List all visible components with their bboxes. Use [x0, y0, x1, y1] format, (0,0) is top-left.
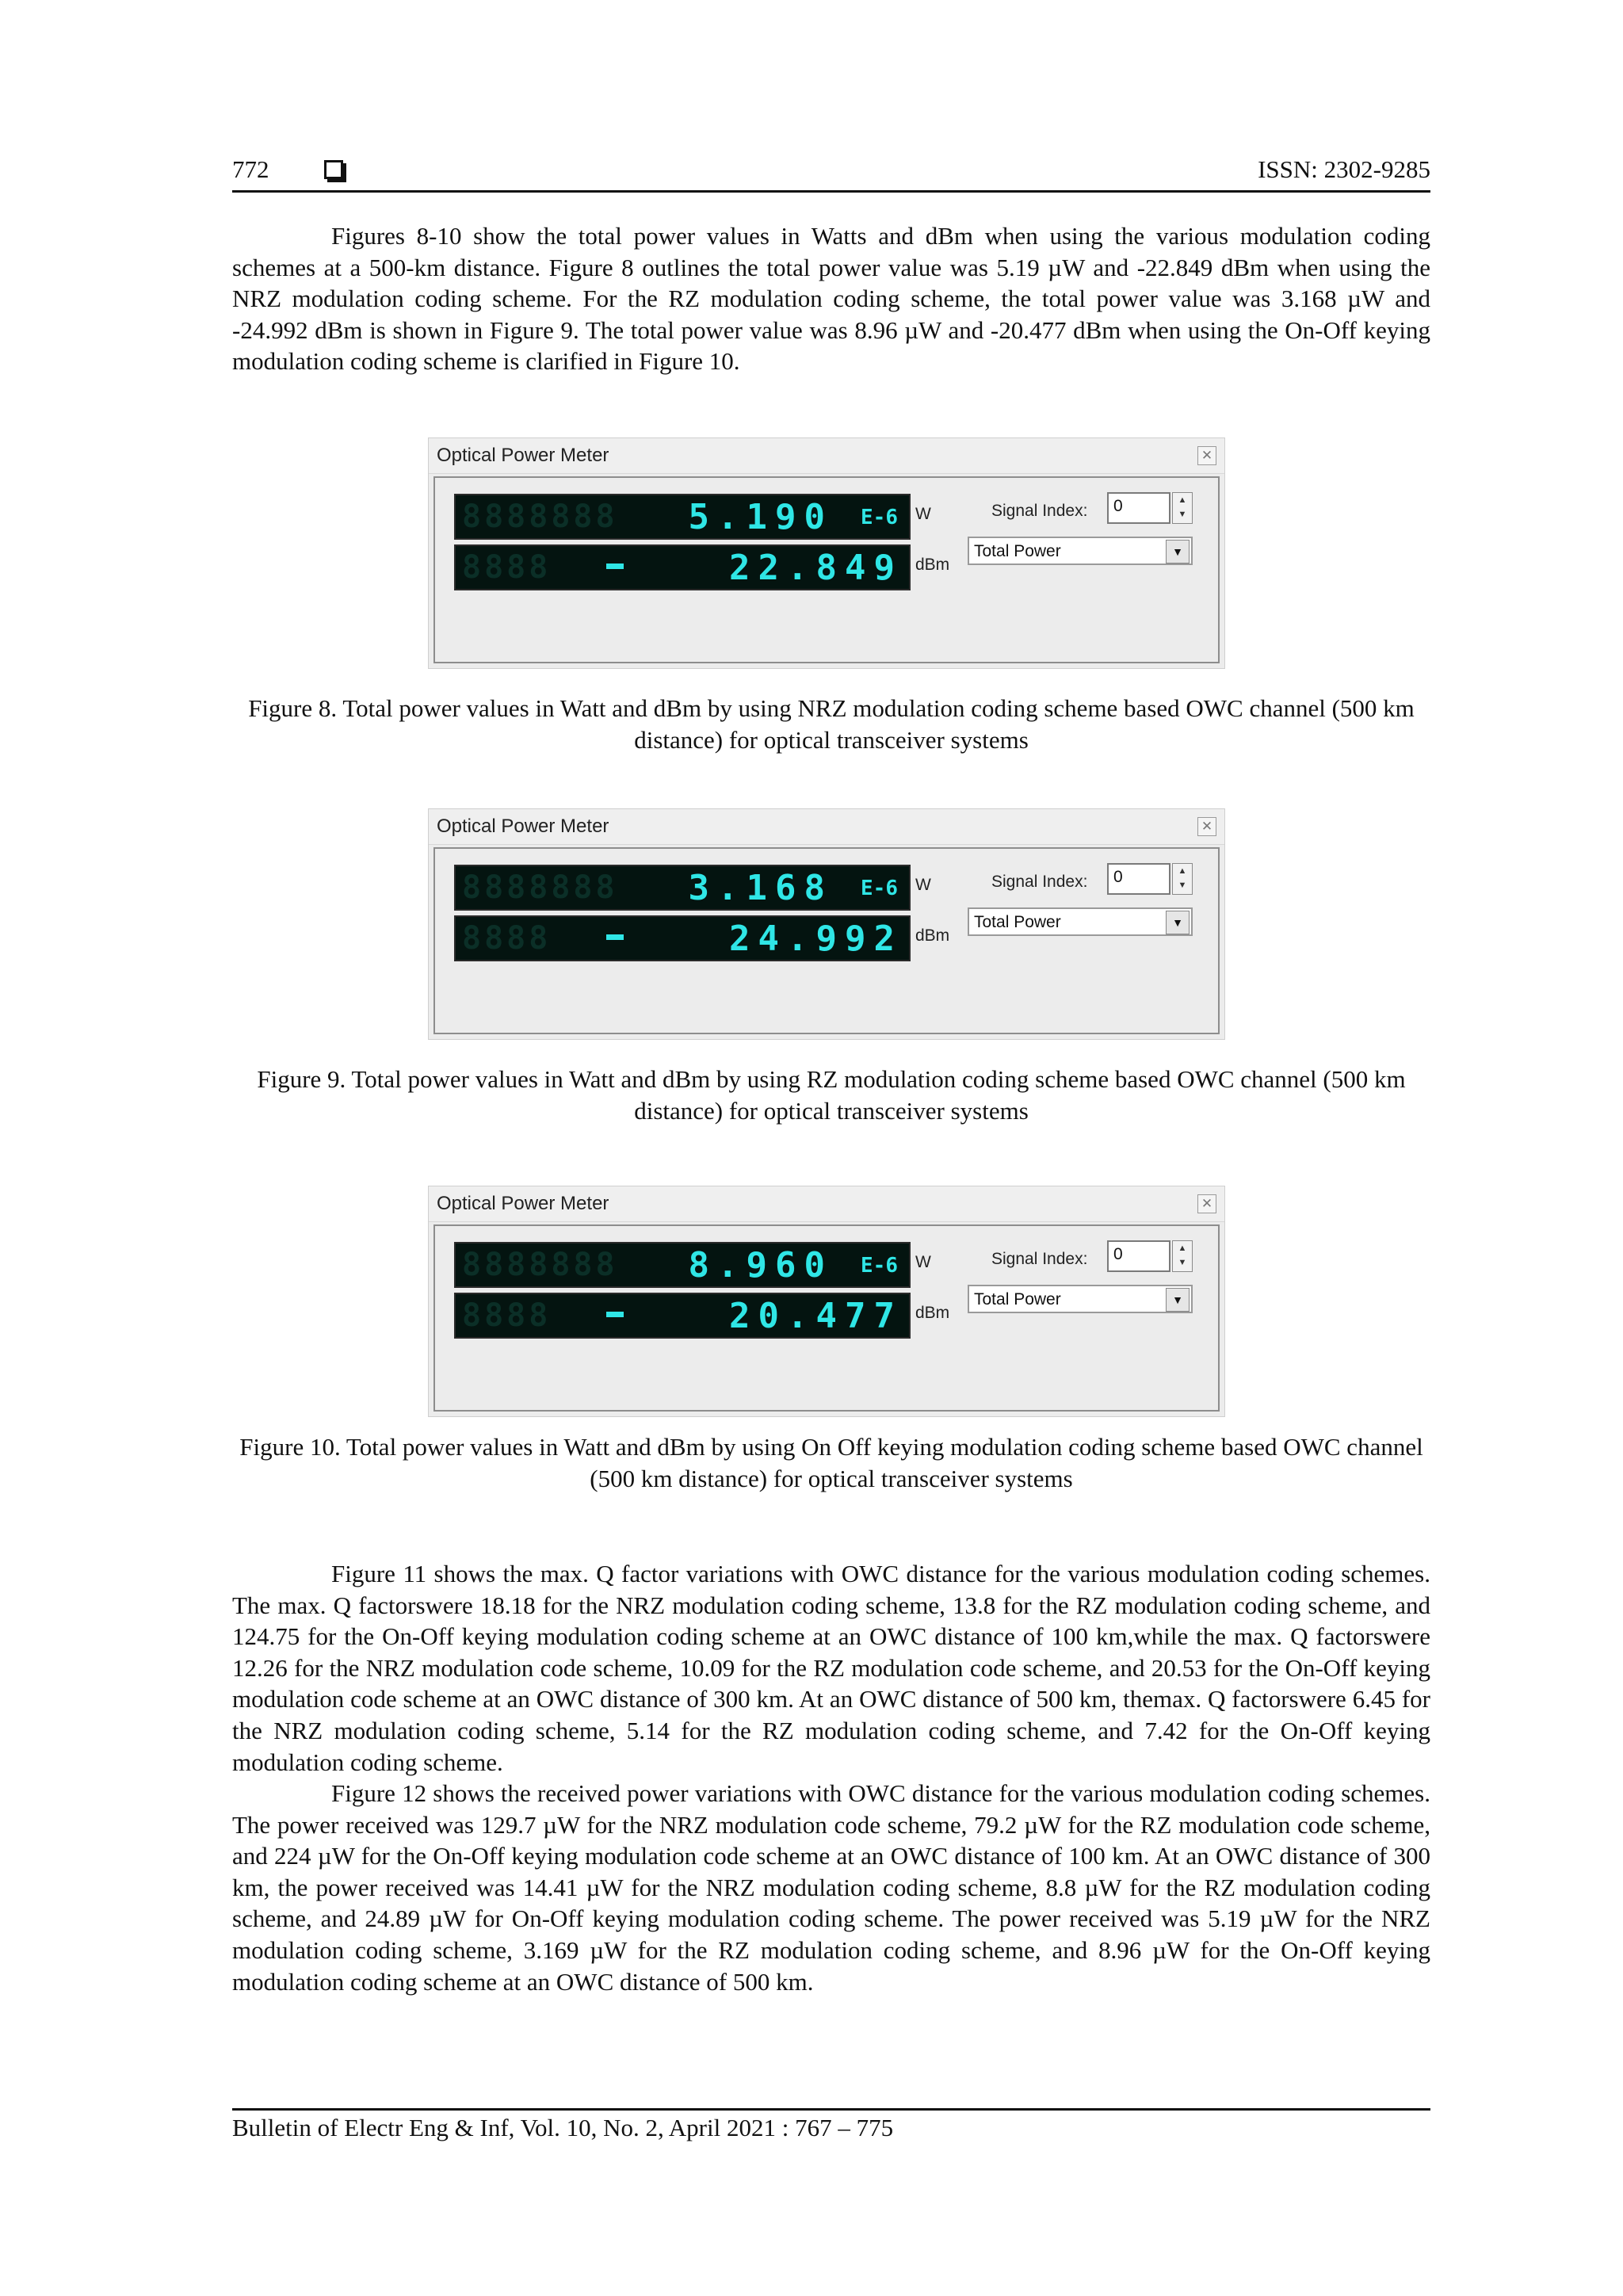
figure-9-caption: Figure 9. Total power values in Watt and dBm by using RZ modulation coding scheme based OWC channel (500 km distance) for optical transceiver systems — [257, 1065, 1406, 1125]
signal-index-label: Signal Index: — [991, 502, 1088, 520]
exponent: E-6 — [861, 1254, 898, 1278]
signal-index-label: Signal Index: — [991, 873, 1088, 891]
watt-unit: W — [915, 505, 931, 523]
paragraph-3: Figure 12 shows the received power variations with OWC distance for the various modulation coding schemes. The power received was 129.7 µW for the NRZ modulation code scheme, 79.2 µW for the RZ modulation code scheme, and 224 µW for the On-Off keying modulation code scheme at an OWC distance of 100 km. At an OWC distance of 300 km, the power received was 14.41 µW for the NRZ modulation coding scheme, 8.8 µW for the RZ modulation coding scheme, and 24.89 µW for On-Off keying modulation coding scheme. The power received was 5.19 µW for the NRZ modulation coding scheme, 3.169 µW for the RZ modulation coding scheme, and 8.96 µW for the On-Off keying modulation coding scheme at an OWC distance of 500 km. — [232, 1779, 1430, 1996]
signal-index-spinner[interactable]: ▲ ▼ — [1172, 1240, 1193, 1272]
titlebar — [429, 809, 1224, 845]
paragraph-1: Figures 8-10 show the total power values in Watts and dBm when using the various modulation coding schemes at a 500-km distance. Figure 8 outlines the total power value was 5.19 µW and -22.849 dBm when using the NRZ modulation coding scheme. For the RZ modulation coding scheme, the total power value was 3.168 µW and -24.992 dBm is shown in Figure 9. The total power value was 8.96 µW and -20.477 dBm when using the On-Off keying modulation coding scheme is clarified in Figure 10. — [232, 222, 1430, 376]
checkbox-square-icon — [324, 160, 343, 179]
chevron-down-icon[interactable]: ▼ — [1166, 1288, 1190, 1312]
chevron-down-icon[interactable]: ▼ — [1166, 540, 1190, 563]
dbm-unit: dBm — [915, 926, 950, 945]
minus-sign — [606, 1312, 624, 1317]
watt-unit: W — [915, 876, 931, 894]
watt-display: 8888888 8.960 E-6 — [454, 1242, 911, 1288]
exponent: E-6 — [861, 877, 898, 900]
select-value: Total Power — [974, 913, 1061, 931]
dbm-value: 22.849 — [729, 548, 903, 588]
dbm-display: 8888 22.849 — [454, 544, 911, 590]
watt-unit: W — [915, 1253, 931, 1271]
page-footer: Bulletin of Electr Eng & Inf, Vol. 10, No. 2, April 2021 : 767 – 775 — [232, 2108, 1430, 2142]
exponent: E-6 — [861, 506, 898, 529]
watt-display: 8888888 5.190 E-6 — [454, 494, 911, 540]
dbm-value: 24.992 — [729, 919, 903, 959]
titlebar — [429, 1186, 1224, 1222]
close-icon[interactable]: ✕ — [1197, 446, 1216, 465]
dbm-display: 8888 24.992 — [454, 915, 911, 961]
signal-index-input[interactable]: 0 — [1107, 863, 1170, 895]
measurement-select[interactable] — [968, 1285, 1193, 1313]
issn: ISSN: 2302-9285 — [1258, 155, 1430, 183]
minus-sign — [606, 563, 624, 569]
titlebar — [429, 438, 1224, 474]
select-value: Total Power — [974, 542, 1061, 560]
dbm-display: 8888 20.477 — [454, 1293, 911, 1339]
dbm-unit: dBm — [915, 556, 950, 574]
meter-panel — [433, 847, 1220, 1034]
figure-10-caption: Figure 10. Total power values in Watt and dBm by using On Off keying modulation coding scheme based OWC channel (500 km distance) for optical transceiver systems — [239, 1433, 1423, 1492]
watt-value: 5.190 — [688, 497, 833, 537]
watt-value: 3.168 — [688, 868, 833, 908]
dbm-unit: dBm — [915, 1304, 950, 1322]
paragraph-2: Figure 11 shows the max. Q factor variations with OWC distance for the various modulation coding schemes. The max. Q factorswere 18.18 for the NRZ modulation coding scheme, 13.8 for the RZ modulation coding scheme, and 124.75 for the On-Off keying modulation coding scheme at an OWC distance of 100 km,while the max. Q factorswere 12.26 for the NRZ modulation code scheme, 10.09 for the RZ modulation code scheme, and 20.53 for the On-Off keying modulation code scheme at an OWC distance of 300 km. At an OWC distance of 500 km, themax. Q factorswere 6.45 for the NRZ modulation coding scheme, 5.14 for the RZ modulation coding scheme, and 7.42 for the On-Off keying modulation coding scheme. — [232, 1560, 1430, 1776]
optical-power-meter-fig8 — [428, 437, 1225, 669]
optical-power-meter-fig9 — [428, 808, 1225, 1040]
close-icon[interactable]: ✕ — [1197, 817, 1216, 836]
measurement-select[interactable] — [968, 537, 1193, 565]
meter-panel — [433, 1224, 1220, 1412]
page-header — [232, 155, 1430, 193]
meter-panel — [433, 476, 1220, 663]
window-title: Optical Power Meter — [437, 1193, 609, 1214]
signal-index-input[interactable]: 0 — [1107, 1240, 1170, 1272]
watt-value: 8.960 — [688, 1245, 833, 1286]
chevron-down-icon[interactable]: ▼ — [1166, 911, 1190, 934]
window-title: Optical Power Meter — [437, 816, 609, 837]
minus-sign — [606, 934, 624, 940]
signal-index-spinner[interactable]: ▲ ▼ — [1172, 492, 1193, 524]
window-title: Optical Power Meter — [437, 445, 609, 466]
close-icon[interactable]: ✕ — [1197, 1194, 1216, 1213]
signal-index-spinner[interactable]: ▲ ▼ — [1172, 863, 1193, 895]
watt-display: 8888888 3.168 E-6 — [454, 865, 911, 911]
select-value: Total Power — [974, 1290, 1061, 1308]
signal-index-label: Signal Index: — [991, 1250, 1088, 1268]
measurement-select[interactable] — [968, 907, 1193, 936]
page-number: 772 — [232, 155, 269, 183]
figure-8-caption: Figure 8. Total power values in Watt and dBm by using NRZ modulation coding scheme based OWC channel (500 km distance) for optical transceiver systems — [248, 694, 1415, 754]
dbm-value: 20.477 — [729, 1296, 903, 1336]
signal-index-input[interactable]: 0 — [1107, 492, 1170, 524]
optical-power-meter-fig10 — [428, 1186, 1225, 1417]
